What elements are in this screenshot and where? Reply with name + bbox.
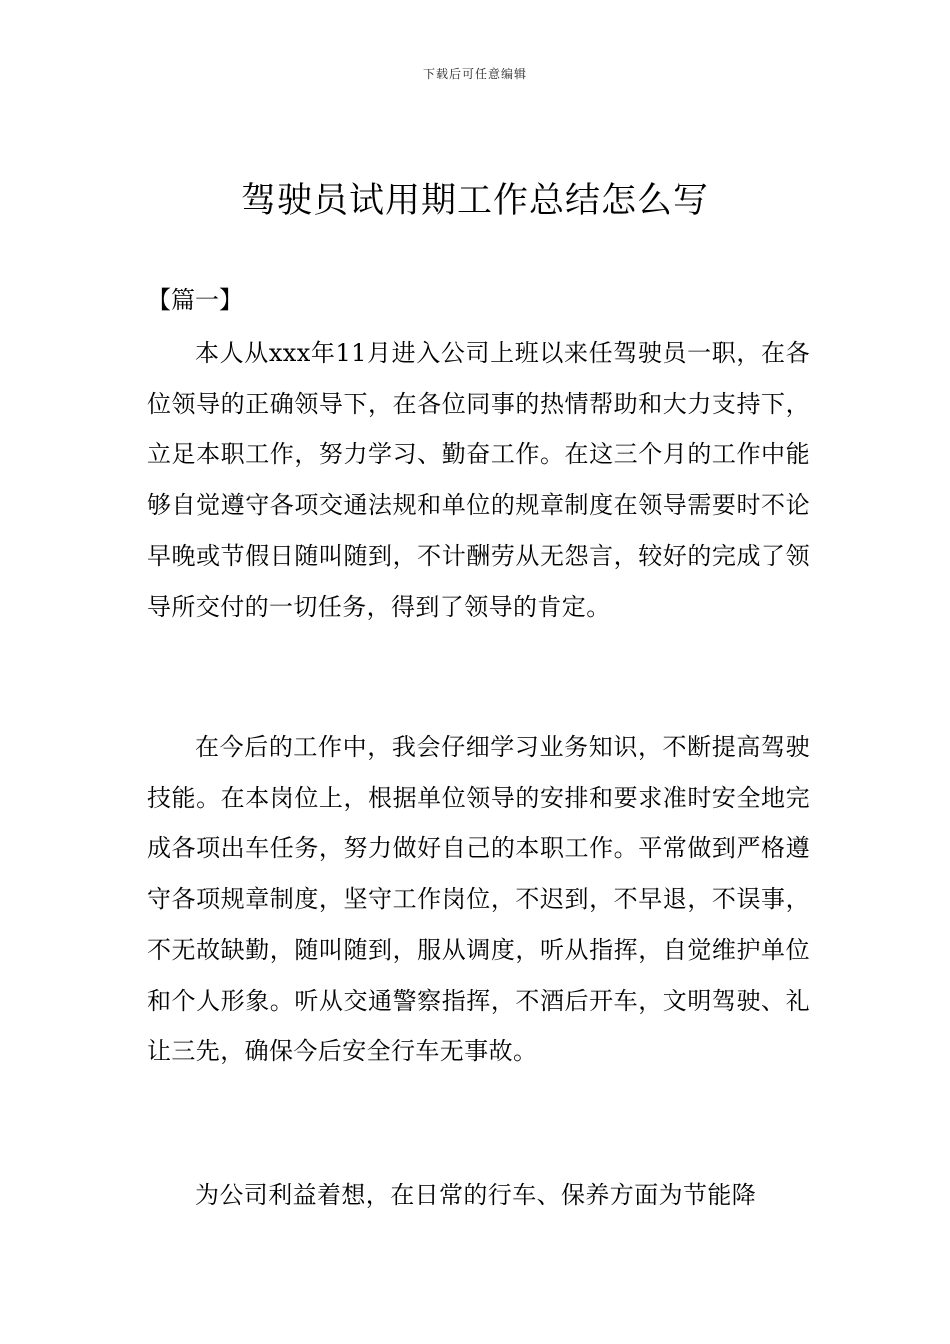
section-heading: 【篇一】: [147, 286, 243, 314]
header-note: 下载后可任意编辑: [422, 67, 527, 81]
paragraph-2: 在今后的工作中，我会仔细学习业务知识，不断提高驾驶技能。在本岗位上，根据单位领导的安排和要求准时安全地完成各项出车任务，努力做好自己的本职工作。平常做到严格遵守各项规章制度，坚守工作岗位，不迟到，不早退，不误事，不无故缺勤，随叫随到，服从调度，听从指挥，自觉维护单位和个人形象。听从交通警察指挥，不酒后开车，文明驾驶、礼让三先，确保今后安全行车无事故。: [147, 733, 810, 1066]
document-title: 驾驶员试用期工作总结怎么写: [240, 181, 709, 221]
paragraph-1: 本人从xxx年11月进入公司上班以来任驾驶员一职，在各位领导的正确领导下，在各位同事的热情帮助和大力支持下，立足本职工作，努力学习、勤奋工作。在这三个月的工作中能够自觉遵守各项交通法规和单位的规章制度在领导需要时不论早晚或节假日随叫随到，不计酬劳从无怨言，较好的完成了领导所交付的一切任务，得到了领导的肯定。: [147, 339, 810, 621]
paragraph-3: 为公司利益着想，在日常的行车、保养方面为节能降: [195, 1181, 757, 1209]
